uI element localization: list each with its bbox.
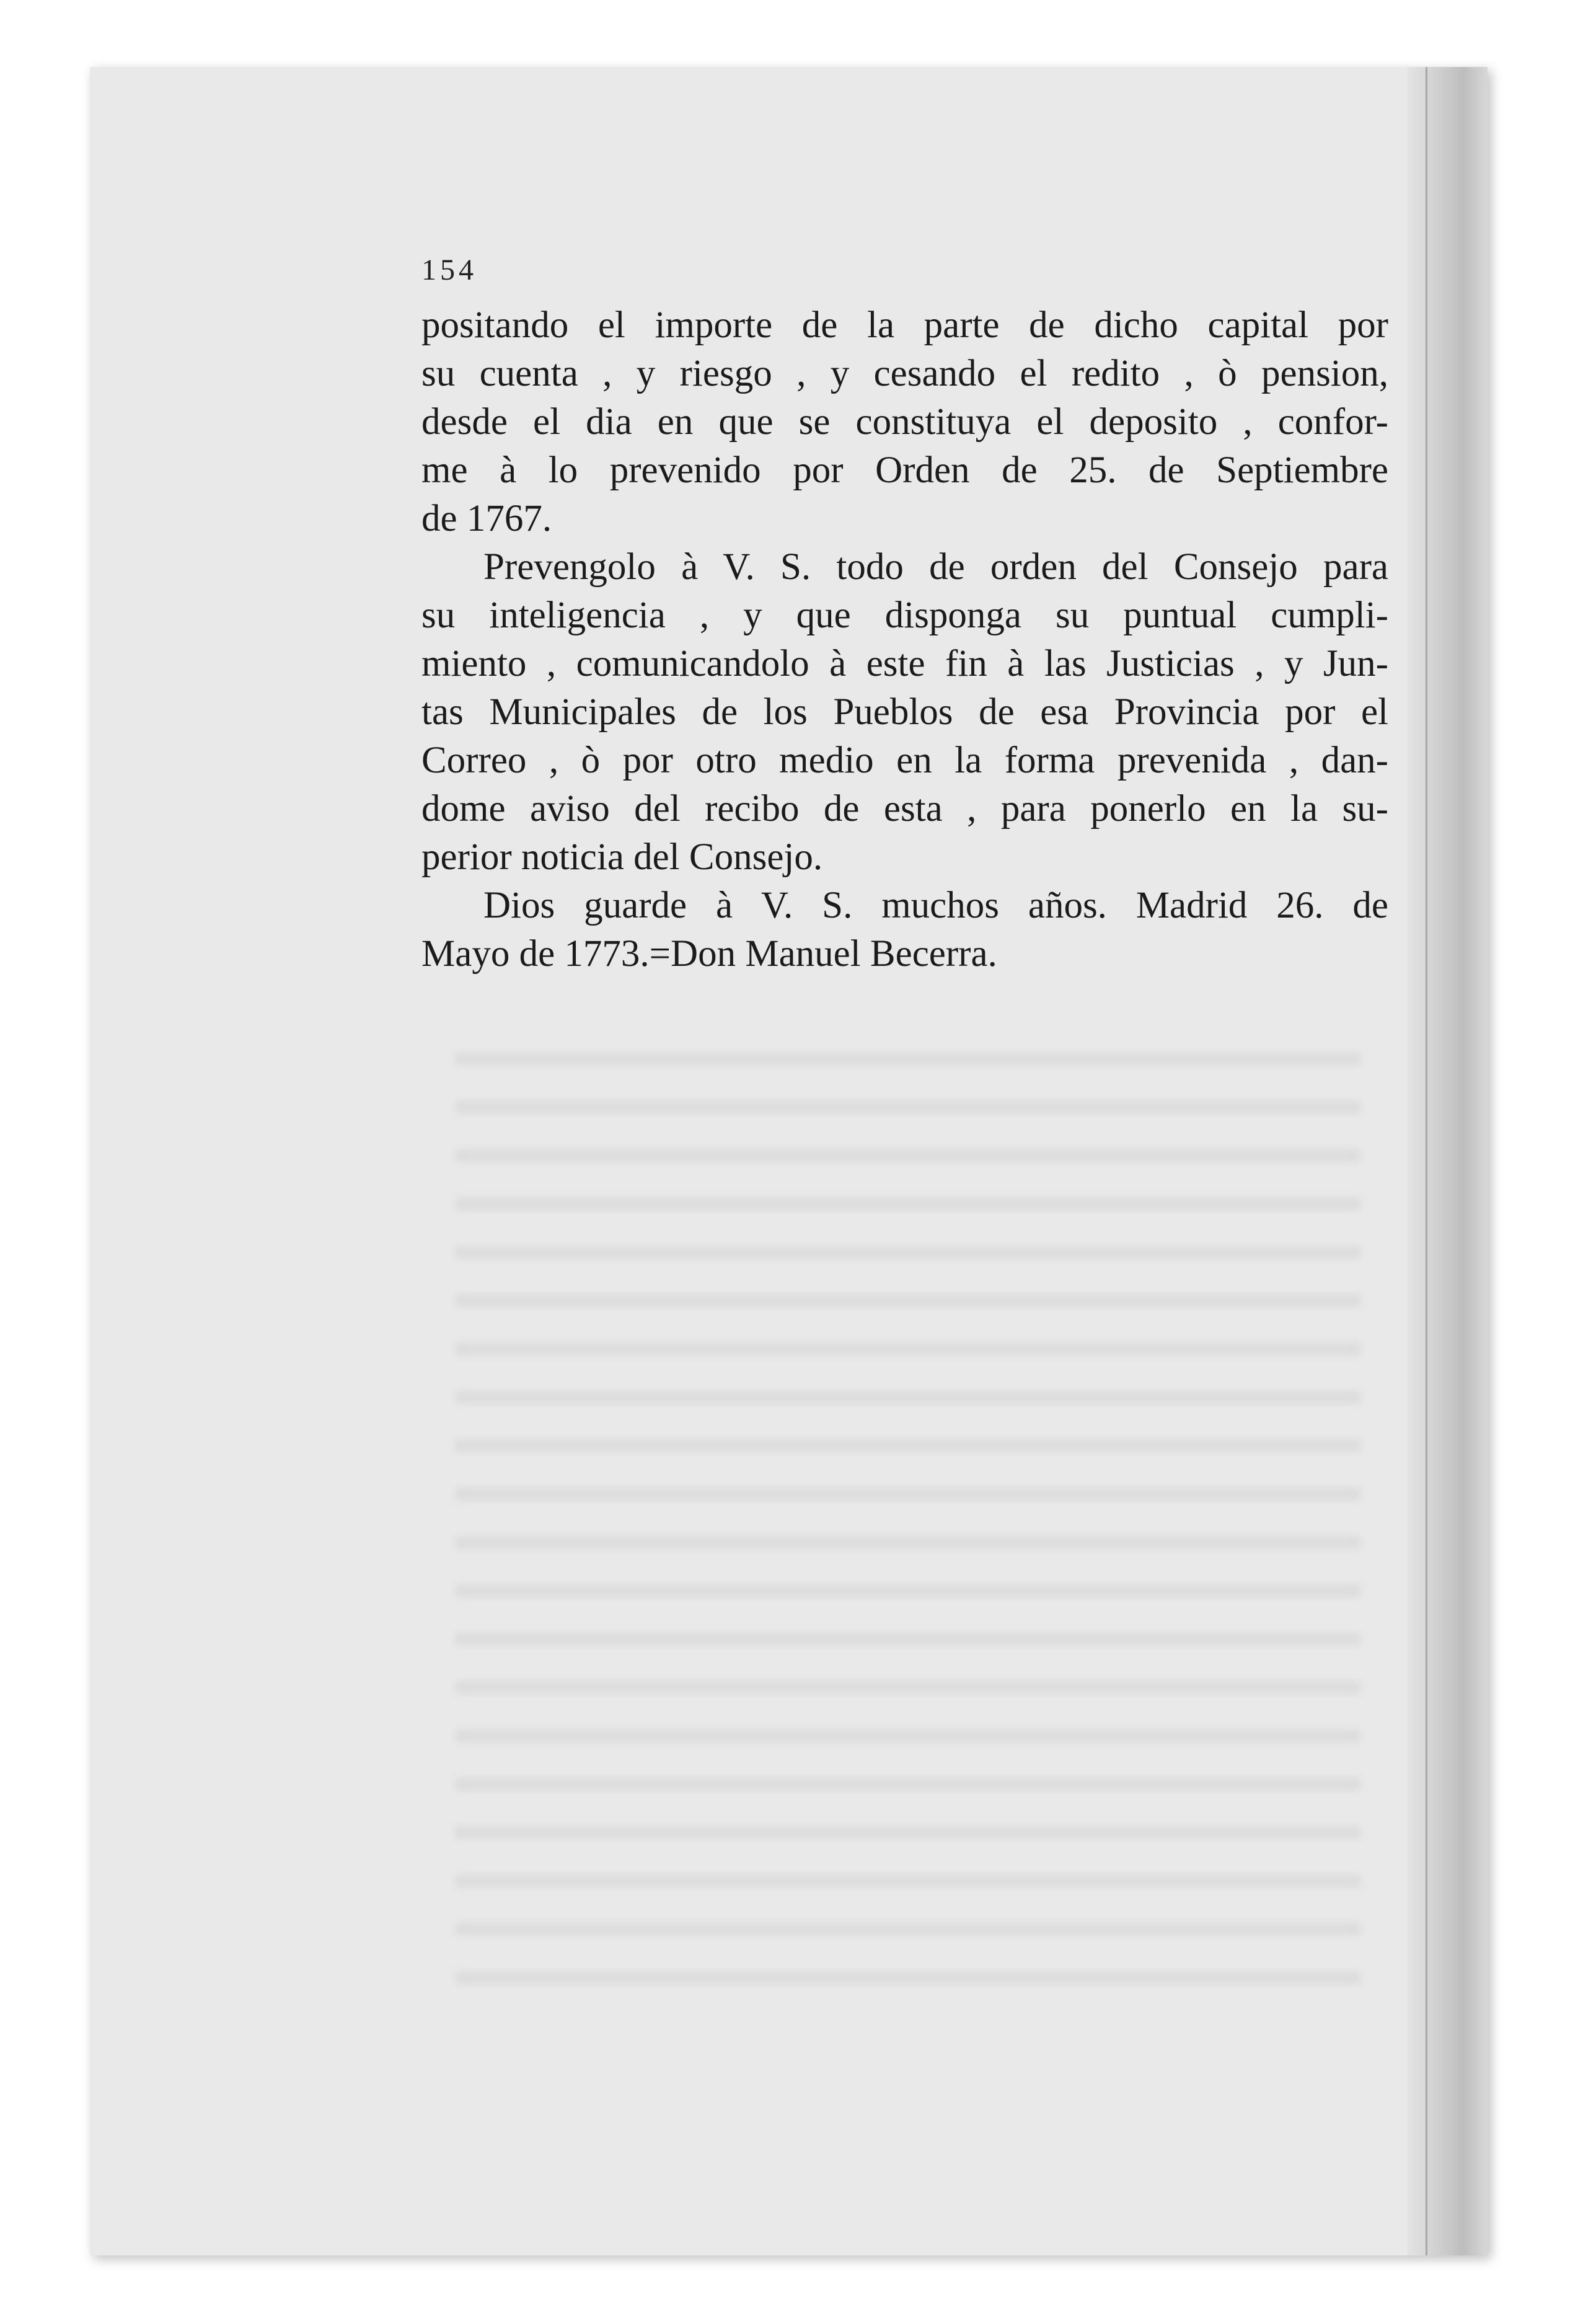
text-line: su inteligencia , y que disponga su puntual cumpli- [421,595,1388,636]
document-page [90,67,1488,2255]
text-line: miento , comunicandolo à este fin à las Justicias , y Jun- [421,643,1388,684]
text-line: Mayo de 1773.=Don Manuel Becerra. [421,933,997,975]
text-line: Dios guarde à V. S. muchos años. Madrid 26. de [483,885,1388,926]
text-line: su cuenta , y riesgo , y cesando el redito , ò pension, [421,353,1388,394]
text-line: Correo , ò por otro medio en la forma prevenida , dan- [421,740,1388,781]
text-line: de 1767. [421,498,552,539]
body-text [421,301,1388,978]
torn-binding-edge [1407,67,1488,2255]
page-number: 154 [421,254,477,286]
text-line: positando el importe de la parte de dicho capital por [421,304,1388,346]
text-line: dome aviso del recibo de esta , para ponerlo en la su- [421,788,1388,830]
show-through-texture [456,1028,1360,2020]
text-line: perior noticia del Consejo. [421,836,823,878]
text-line: desde el dia en que se constituya el deposito , confor- [421,401,1388,443]
text-line: me à lo prevenido por Orden de 25. de Septiembre [421,449,1388,491]
text-line: Prevengolo à V. S. todo de orden del Consejo para [483,546,1388,588]
text-line: tas Municipales de los Pueblos de esa Provincia por el [421,691,1388,733]
